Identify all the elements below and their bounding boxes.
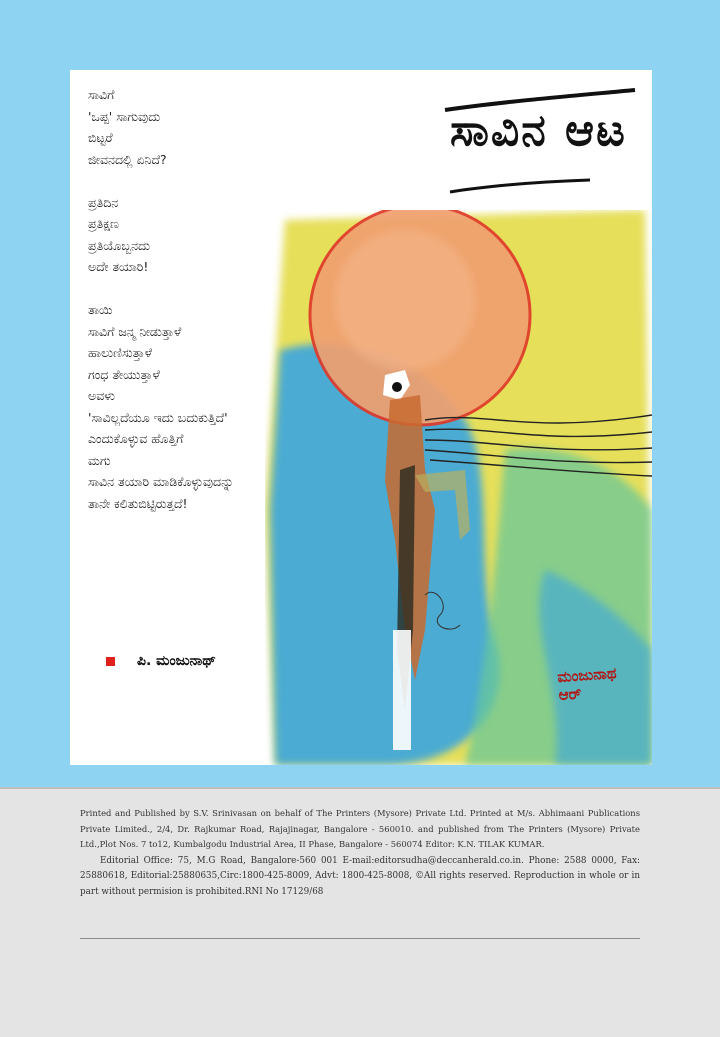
author-byline — [106, 653, 216, 669]
signature-line: ಮಂಜುನಾಥ — [556, 663, 618, 687]
poem-line: ಪ್ರತಿದಿನ — [88, 194, 119, 210]
poem-line: 'ಒಪ್ಪ' ಸಾಗುವುದು — [88, 108, 161, 124]
poem-title: ಸಾವಿನ ಆಟ — [450, 105, 627, 156]
poem-stanza-1 — [88, 84, 348, 170]
poem-line: ಸಾವಿನ ತಯಾರಿ ಮಾಡಿಕೊಳ್ಳುವುದನ್ನು — [88, 474, 234, 489]
magazine-page — [70, 70, 652, 765]
poem-line: ಸಾವಿಗೆ ಜನ್ಮ ನೀಡುತ್ತಾಳೆ — [88, 323, 182, 339]
poem-line: ತಾಯಿ — [88, 302, 113, 317]
editorial-office-info: Editorial Office: 75, M.G Road, Bangalore-560 001 E-mail:editorsudha@deccanherald.co.in. Phone: 2588 0000, Fax: 25880618, Editorial:25880635,Circ:1800-425-8009, Advt: 1800-425-8008, ©All rights reserved. Reproduction in whole or in part without permision is prohibited.RNI No 17129/68 — [80, 855, 640, 897]
poem-line: ಅವಳು — [88, 388, 116, 403]
poem-line: ಅದೇ ತಯಾರಿ! — [88, 259, 149, 274]
imprint-block — [80, 806, 640, 900]
imprint-rule — [80, 938, 640, 939]
poem-line: ತಾನೇ ಕಲಿತುಬಿಟ್ಟಿರುತ್ತದೆ! — [88, 495, 188, 511]
poem-line: ಸಾವಿಗೆ — [88, 87, 115, 102]
author-name: ಪಿ. ಮಂಜುನಾಥ್ — [137, 653, 216, 669]
signature-line: ಆರ್ — [558, 684, 582, 705]
poem-line: ಗಂಧ ತೇಯುತ್ತಾಳೆ — [88, 366, 160, 382]
poem-line: ಪ್ರತಿಯೊಬ್ಬನದು — [88, 237, 151, 253]
section-divider — [0, 787, 720, 789]
poem-line: ಎಂದುಕೊಳ್ಳುವ ಹೊತ್ತಿಗೆ — [88, 431, 184, 446]
poem-line: ಬಿಟ್ಟರೆ — [88, 130, 113, 145]
poem-line: ಹಾಲುಣಿಸುತ್ತಾಳೆ — [88, 345, 153, 360]
poem-line: 'ಸಾವಿಲ್ಲದೆಯೂ ಇದು ಬದುಕುತ್ತಿದೆ' — [88, 409, 228, 425]
poem-line: ಜೀವನದಲ್ಲಿ ಏನಿದೆ? — [88, 151, 167, 167]
poem-line: ಪ್ರತಿಕ್ಷಣ — [88, 216, 119, 231]
red-square-bullet-icon — [106, 657, 115, 666]
poem-line: ಮಗು — [88, 452, 111, 468]
artist-signature — [557, 664, 618, 704]
publisher-statement: Printed and Published by S.V. Srinivasan on behalf of The Printers (Mysore) Private Ltd. Printed at M/s. Abhimaani Publications Private Limited., 2/4, Dr. Rajkumar Road, Rajajinagar, Bangalore - 560010. and published from The Printers (Mysore) Private Ltd.,Plot Nos. 7 to12, Kumbalgodu Industrial Area, II Phase, Bangalore - 560074 Editor: K.N. TILAK KUMAR. — [80, 808, 640, 849]
